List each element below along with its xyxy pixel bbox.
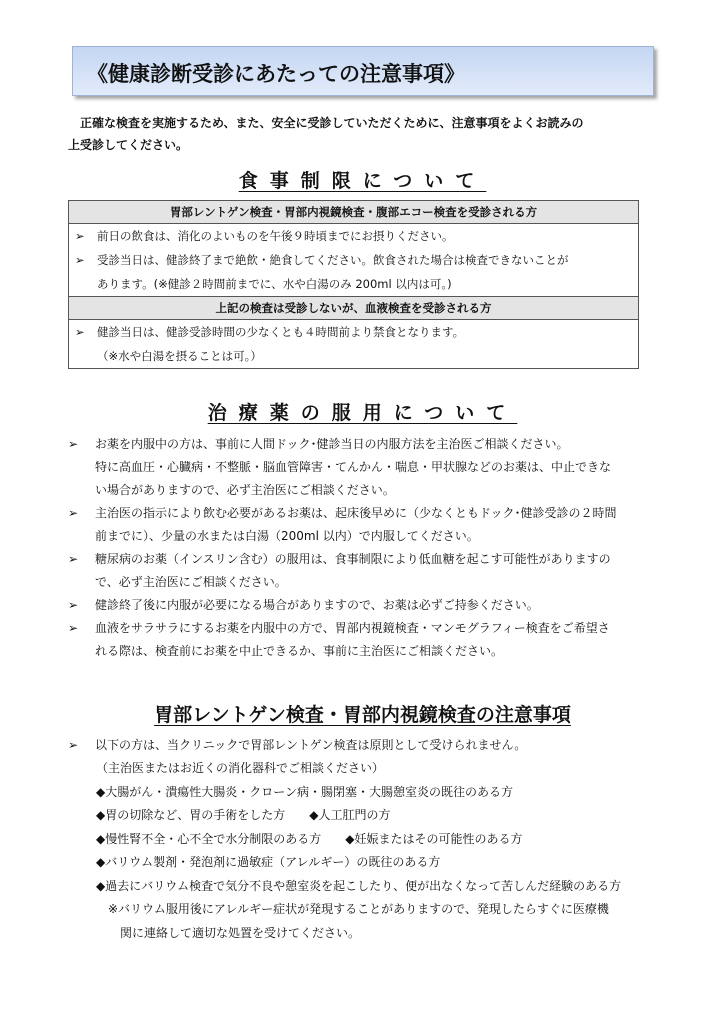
bullet-icon: ➢ [68,621,79,635]
diet-group1-cell [69,224,639,297]
diet-table [68,200,639,369]
title-banner [72,46,654,96]
medicine-list [68,433,658,663]
xray-line: ◆大腸がん・潰瘍性大腸炎・クローン病・腸閉塞・大腸憩室炎の既往のある方 [96,784,513,799]
list-item: ➢ 前日の飲食は、消化のよいものを午後９時頃までにお摂りください。 [69,224,638,248]
diet-heading: 食事制限について [238,170,487,192]
bullet-icon: ➢ [75,325,85,339]
xray-line: ◆慢性腎不全・心不全で水分制限のある方 ◆妊娠またはその可能性のある方 [96,831,523,846]
diet-group2-cell [69,320,639,369]
list-item: ➢ 健診終了後に内服が必要になる場合がありますので、お薬は必ずご持参ください。 [68,594,658,617]
list-item: ➢ 主治医の指示により飲む必要があるお薬は、起床後早めに（少なくともドック･健診受診の２時間 前までに）、少量の水または白湯（200ml 以内）で内服してください。 [68,502,658,548]
bullet-icon: ➢ [68,738,79,752]
list-item: ➢ お薬を内服中の方は、事前に人間ドック･健診当日の内服方法を主治医ご相談ください。 特に高血圧・心臓病・不整脈・脳血管障害・てんかん・喘息・甲状腺などのお薬は、中止できな い場合がありますので、必ず主治医にご相談ください。 [68,433,658,502]
list-item-continuation: あります。(※健診２時間前までに、水や白湯のみ 200ml 以内は可。) [97,277,452,291]
bullet-icon: ➢ [68,552,79,566]
xray-line: ※バリウム服用後にアレルギー症状が発現することがありますので、発現したらすぐに医療機 [96,902,609,916]
intro-paragraph [68,112,658,156]
list-item: ➢ 以下の方は、当クリニックで胃部レントゲン検査は原則として受けられません。 [68,734,658,757]
xray-line: ◆バリウム製剤・発泡剤に過敏症（アレルギー）の既往のある方 [96,855,441,869]
diet-group2-header: 上記の検査は受診しないが、血液検査を受診される方 [69,297,639,320]
list-item-continuation: （※水や白湯を摂ることは可。） [97,349,262,363]
xray-line: （主治医またはお近くの消化器科でご相談ください） [96,761,385,775]
bullet-icon: ➢ [75,229,85,243]
xray-list [68,734,658,945]
bullet-icon: ➢ [68,506,79,520]
medicine-heading: 治療薬の服用について [207,402,518,424]
intro-line: 上受診してください。 [68,138,189,152]
xray-line: ◆過去にバリウム検査で気分不良や憩室炎を起こしたり、便が出なくなって苦しんだ経験のある方 [96,878,622,893]
intro-line: 正確な検査を実施するため、また、安全に受診していただくために、注意事項をよくお読みの [68,116,584,130]
xray-line: 関に連絡して適切な処置を受けてください。 [96,925,361,940]
diet-group1-header: 胃部レントゲン検査・胃部内視鏡検査・腹部エコー検査を受診される方 [69,201,639,224]
bullet-icon: ➢ [68,437,79,451]
list-item: ➢ 血液をサラサラにするお薬を内服中の方で、胃部内視鏡検査・マンモグラフィー検査をご希望さ れる際は、検査前にお薬を中止できるか、事前に主治医にご相談ください。 [68,617,658,663]
xray-heading: 胃部レントゲン検査・胃部内視鏡検査の注意事項 [154,704,571,726]
list-item: ➢ 糖尿病のお薬（インスリン含む）の服用は、食事制限により低血糖を起こす可能性がありますの で、必ず主治医にご相談ください。 [68,548,658,594]
page-title: 《健康診断受診にあたっての注意事項》 [87,62,465,86]
list-item: ➢ 受診当日は、健診終了まで絶飲・絶食してください。飲食された場合は検査できないことが [69,248,638,272]
list-item: ➢ 健診当日は、健診受診時間の少なくとも４時間前より禁食となります。 [69,320,638,344]
xray-line: ◆胃の切除など、胃の手術をした方 ◆人工肛門の方 [96,808,391,822]
bullet-icon: ➢ [75,253,85,267]
bullet-icon: ➢ [68,598,79,612]
